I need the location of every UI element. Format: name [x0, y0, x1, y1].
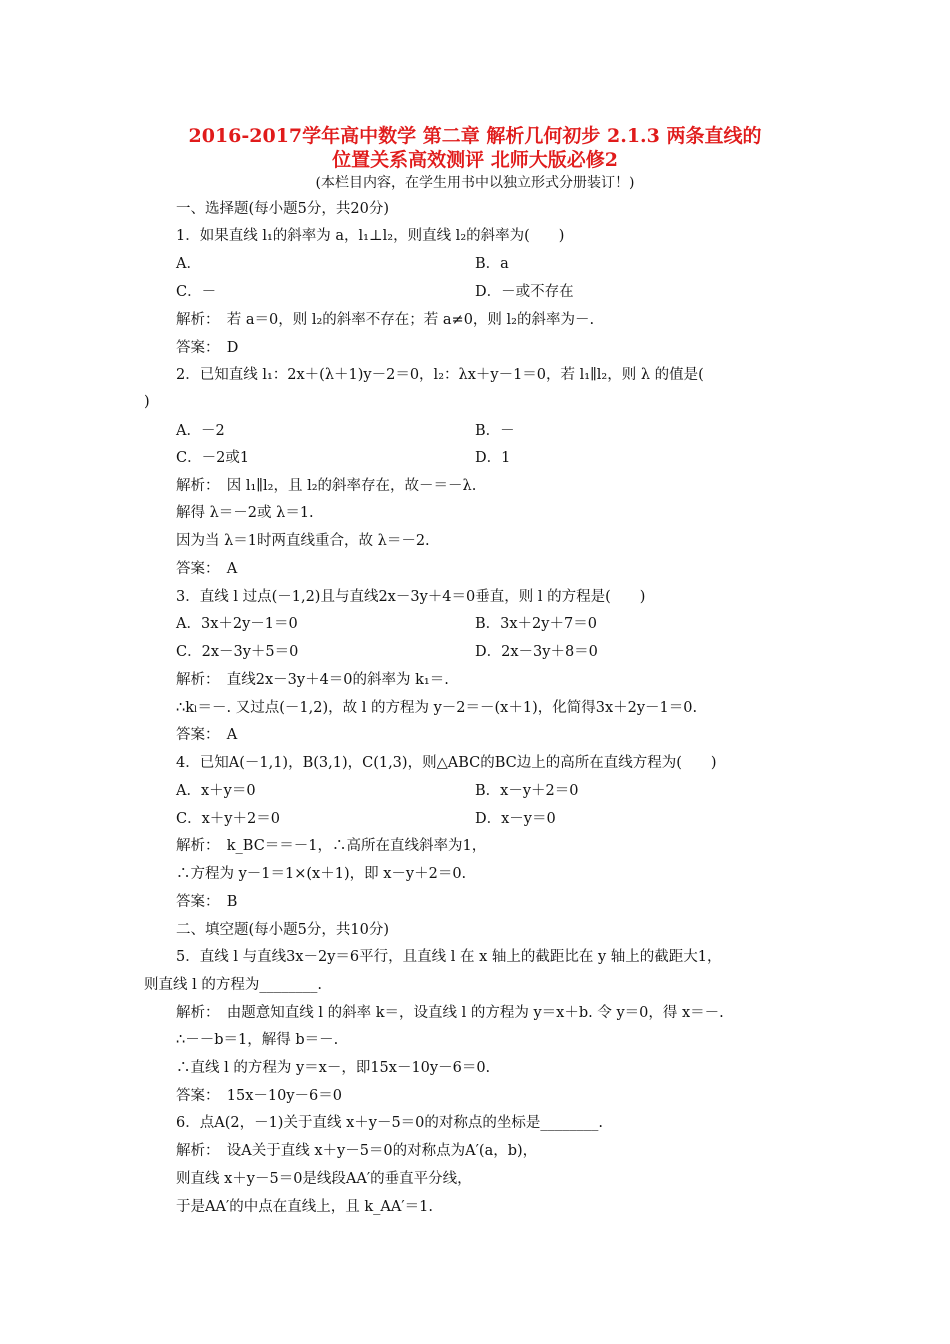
option-text: D．－或不存在	[475, 284, 574, 300]
document-title-line-2: 位置关系高效测评 北师大版必修2	[332, 149, 618, 171]
answer-text: 答案： A	[176, 561, 238, 577]
analysis-text: 于是AA′的中点在直线上，且 k_AA′＝1.	[176, 1199, 433, 1215]
answer-text: 答案： D	[176, 340, 239, 356]
option-text: D．1	[475, 450, 511, 466]
analysis-text: 则直线 x＋y－5＝0是线段AA′的垂直平分线，	[176, 1171, 472, 1187]
question-text: 2．已知直线 l₁：2x＋(λ＋1)y－2＝0，l₂：λx＋y－1＝0，若 l₁∥l₂，则 λ 的值是(	[176, 367, 704, 383]
section-heading: 二、填空题(每小题5分，共10分)	[176, 922, 389, 938]
analysis-text: 解析： 因 l₁∥l₂，且 l₂的斜率存在，故－＝－λ.	[176, 478, 477, 494]
option-text: B．a	[475, 256, 509, 272]
analysis-text: 解得 λ＝－2或 λ＝1.	[176, 505, 314, 521]
option-text: B．－	[475, 423, 515, 439]
question-text-continued: 则直线 l 的方程为________.	[144, 977, 322, 993]
answer-text: 答案： A	[176, 727, 238, 743]
section-heading: 一、选择题(每小题5分，共20分)	[176, 201, 389, 217]
analysis-text: ∴直线 l 的方程为 y＝x－，即15x－10y－6＝0.	[176, 1060, 491, 1076]
analysis-text: ∴方程为 y－1＝1×(x＋1)，即 x－y＋2＝0.	[176, 866, 467, 882]
answer-text: 答案： B	[176, 894, 238, 910]
option-text: A．3x＋2y－1＝0	[176, 616, 298, 632]
analysis-text: ∴kₗ＝－. 又过点(－1,2)，故 l 的方程为 y－2＝－(x＋1)，化简得3x＋2y－1＝0.	[176, 700, 698, 716]
answer-text: 答案： 15x－10y－6＝0	[176, 1088, 342, 1104]
question-text: 5．直线 l 与直线3x－2y＝6平行，且直线 l 在 x 轴上的截距比在 y 轴上的截距大1，	[176, 949, 722, 965]
question-text: 4．已知A(－1,1)，B(3,1)，C(1,3)，则△ABC的BC边上的高所在直线方程为( )	[176, 755, 717, 771]
option-text: C．－	[176, 284, 217, 300]
question-text: 3．直线 l 过点(－1,2)且与直线2x－3y＋4＝0垂直，则 l 的方程是( )	[176, 589, 646, 605]
question-text: 6．点A(2，－1)关于直线 x＋y－5＝0的对称点的坐标是________.	[176, 1115, 603, 1131]
option-text: A．x＋y＝0	[176, 783, 256, 799]
option-text: D．x－y＝0	[475, 811, 556, 827]
option-text: A．－2	[176, 423, 225, 439]
analysis-text: 解析： 由题意知直线 l 的斜率 k＝，设直线 l 的方程为 y＝x＋b. 令 y＝0，得 x＝－.	[176, 1005, 724, 1021]
analysis-text: 解析： 设A关于直线 x＋y－5＝0的对称点为A′(a，b)，	[176, 1143, 538, 1159]
option-text: C．－2或1	[176, 450, 250, 466]
question-text-continued: )	[144, 394, 150, 410]
analysis-text: 解析： 若 a＝0，则 l₂的斜率不存在；若 a≠0，则 l₂的斜率为－.	[176, 312, 595, 328]
option-text: D．2x－3y＋8＝0	[475, 644, 598, 660]
question-text: 1．如果直线 l₁的斜率为 a，l₁⊥l₂，则直线 l₂的斜率为( )	[176, 228, 565, 244]
option-text: A．	[176, 256, 201, 272]
option-text: B．x－y＋2＝0	[475, 783, 579, 799]
option-text: C．x＋y＋2＝0	[176, 811, 280, 827]
analysis-text: 解析： 直线2x－3y＋4＝0的斜率为 k₁＝.	[176, 672, 449, 688]
analysis-text: 解析： k_BC＝＝－1，∴高所在直线斜率为1，	[176, 838, 487, 854]
analysis-text: 因为当 λ＝1时两直线重合，故 λ＝－2.	[176, 533, 430, 549]
option-text: C．2x－3y＋5＝0	[176, 644, 299, 660]
document-title-line-1: 2016-2017学年高中数学 第二章 解析几何初步 2.1.3 两条直线的	[188, 125, 762, 147]
option-text: B．3x＋2y＋7＝0	[475, 616, 597, 632]
document-subtitle: (本栏目内容，在学生用书中以独立形式分册装订！)	[315, 175, 635, 191]
analysis-text: ∴－－b＝1，解得 b＝－.	[176, 1032, 339, 1048]
